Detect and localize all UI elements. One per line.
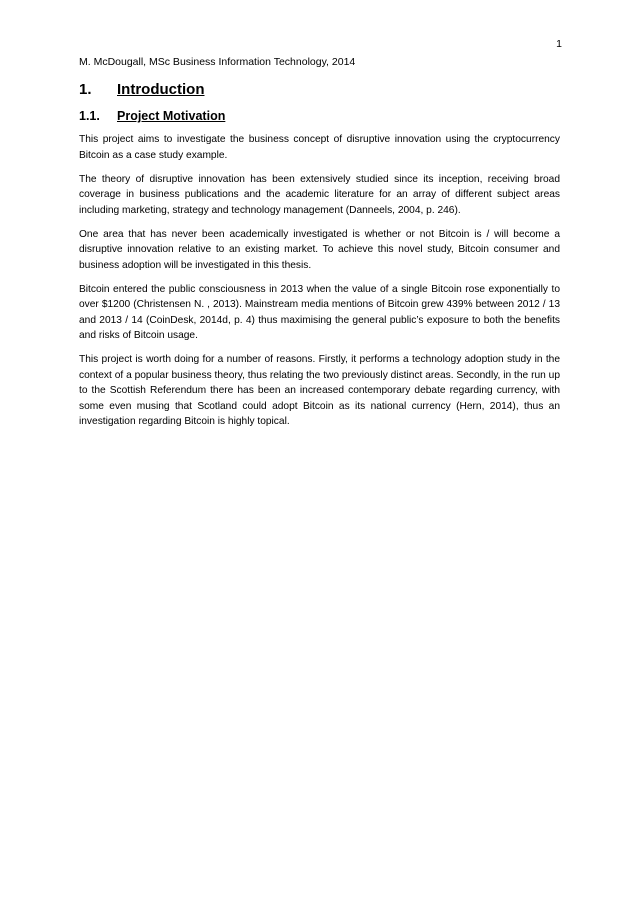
body-text: [79, 132, 560, 438]
section-number: 1.: [79, 81, 92, 98]
paragraph: This project aims to investigate the business concept of disruptive innovation using the cryptocurrency Bitcoin as a case study example.: [79, 134, 560, 161]
subsection-number: 1.1.: [79, 109, 100, 123]
paragraph: One area that has never been academically investigated is whether or not Bitcoin is / will become a disruptive innovation relative to an existing market. To achieve this novel study, Bitcoin consumer and business adoption will be investigated in this thesis.: [79, 228, 560, 271]
paragraph: The theory of disruptive innovation has been extensively studied since its inception, receiving broad coverage in business publications and the academic literature for an array of different subject areas including marketing, strategy and technology management (Danneels, 2004, p. 246).: [79, 173, 560, 216]
paragraph: This project is worth doing for a number of reasons. Firstly, it performs a technology adoption study in the context of a popular business theory, thus relating the two previously distinct areas. Secondly, in the run up to the Scottish Referendum there has been an increased contemporary debate regarding currency, with some even musing that Scotland could adopt Bitcoin as its national currency (Hern, 2014), thus an investigation regarding Bitcoin is highly topical.: [79, 354, 560, 427]
running-header: M. McDougall, MSc Business Information Technology, 2014: [79, 56, 356, 68]
subsection-heading: [79, 108, 559, 125]
section-heading: [79, 80, 559, 100]
page-number: 1: [556, 38, 562, 50]
paragraph: Bitcoin entered the public consciousness in 2013 when the value of a single Bitcoin rose exponentially to over $1200 (Christensen N. , 2013). Mainstream media mentions of Bitcoin grew 439% between 2012 / 13 and 2013 / 14 (CoinDesk, 2014d, p. 4) thus maximising the general public’s exposure to both the benefits and risks of Bitcoin usage.: [79, 283, 560, 341]
section-title: Introduction: [117, 81, 205, 98]
subsection-title: Project Motivation: [117, 109, 226, 123]
